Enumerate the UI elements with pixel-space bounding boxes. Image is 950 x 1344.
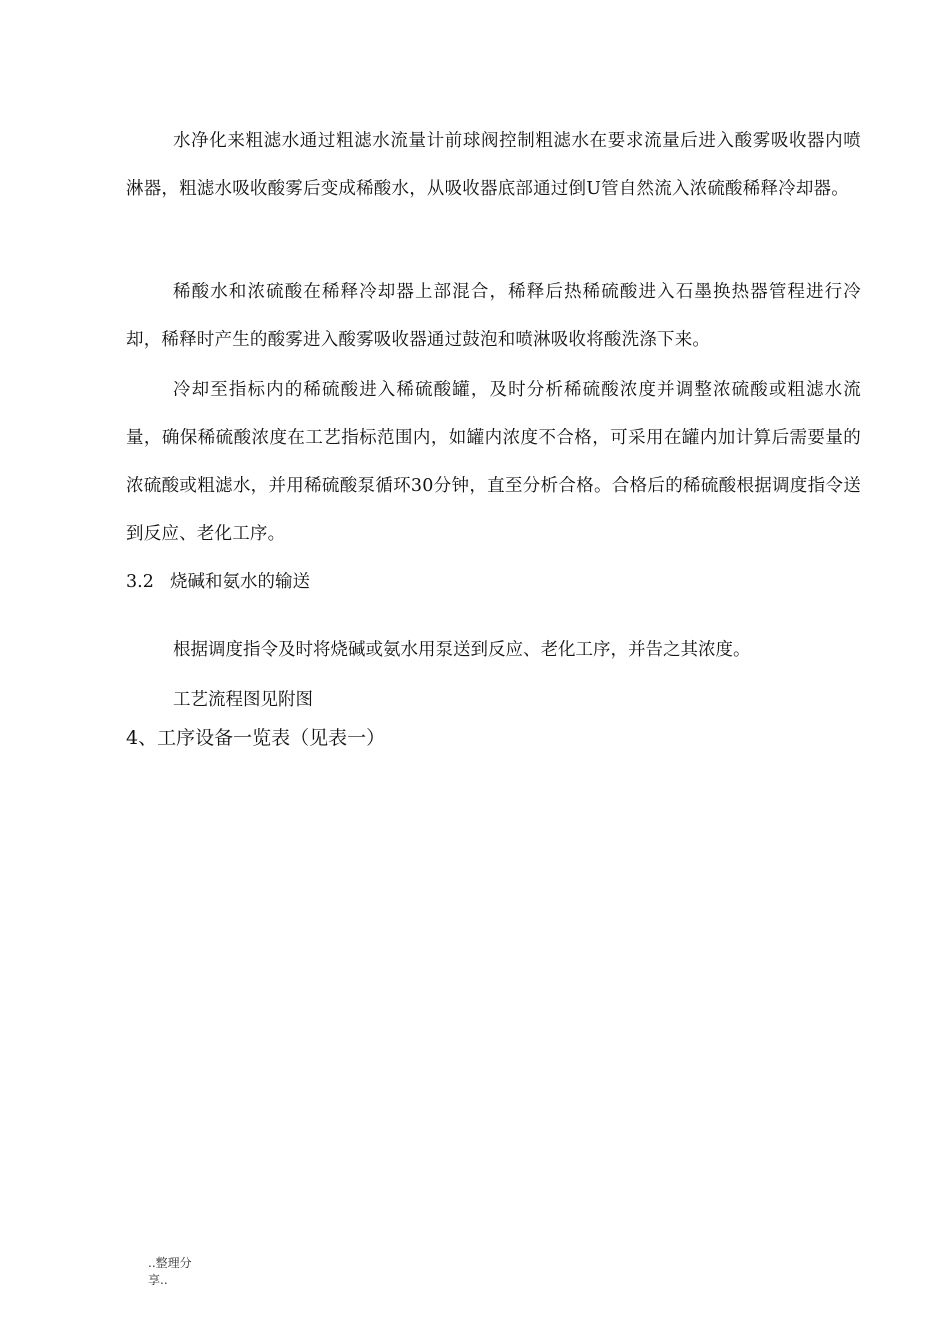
page-footer: ..整理分享.. xyxy=(148,1256,192,1287)
section-4-heading: 4、工序设备一览表（见表一） xyxy=(126,727,386,749)
paragraph-dilute-acid-mixing: 稀酸水和浓硫酸在稀释冷却器上部混合，稀释后热稀硫酸进入石墨换热器管程进行冷却，稀释时产生的酸雾进入酸雾吸收器通过鼓泡和喷淋吸收将酸洗涤下来。 xyxy=(126,282,861,350)
paragraph-dilute-sulfuric-tank: 冷却至指标内的稀硫酸进入稀硫酸罐，及时分析稀硫酸浓度并调整浓硫酸或粗滤水流量，确保稀硫酸浓度在工艺指标范围内，如罐内浓度不合格，可采用在罐内加计算后需要量的浓硫酸或粗滤水，并用稀硫酸泵循环30分钟，直至分析合格。合格后的稀硫酸根据调度指令送到反应、老化工序。 xyxy=(126,380,861,544)
section-3-2-text: 根据调度指令及时将烧碱或氨水用泵送到反应、老化工序，并告之其浓度。 xyxy=(173,640,751,660)
paragraph-filtered-water: 水净化来粗滤水通过粗滤水流量计前球阀控制粗滤水在要求流量后进入酸雾吸收器内喷淋器，粗滤水吸收酸雾后变成稀酸水，从吸收器底部通过倒U管自然流入浓硫酸稀释冷却器。 xyxy=(126,131,861,199)
section-3-2-heading xyxy=(126,568,310,596)
flowchart-note: 工艺流程图见附图 xyxy=(173,690,313,710)
section-3-2-number: 3.2 xyxy=(126,572,154,592)
section-3-2-title: 烧碱和氨水的输送 xyxy=(170,572,310,592)
